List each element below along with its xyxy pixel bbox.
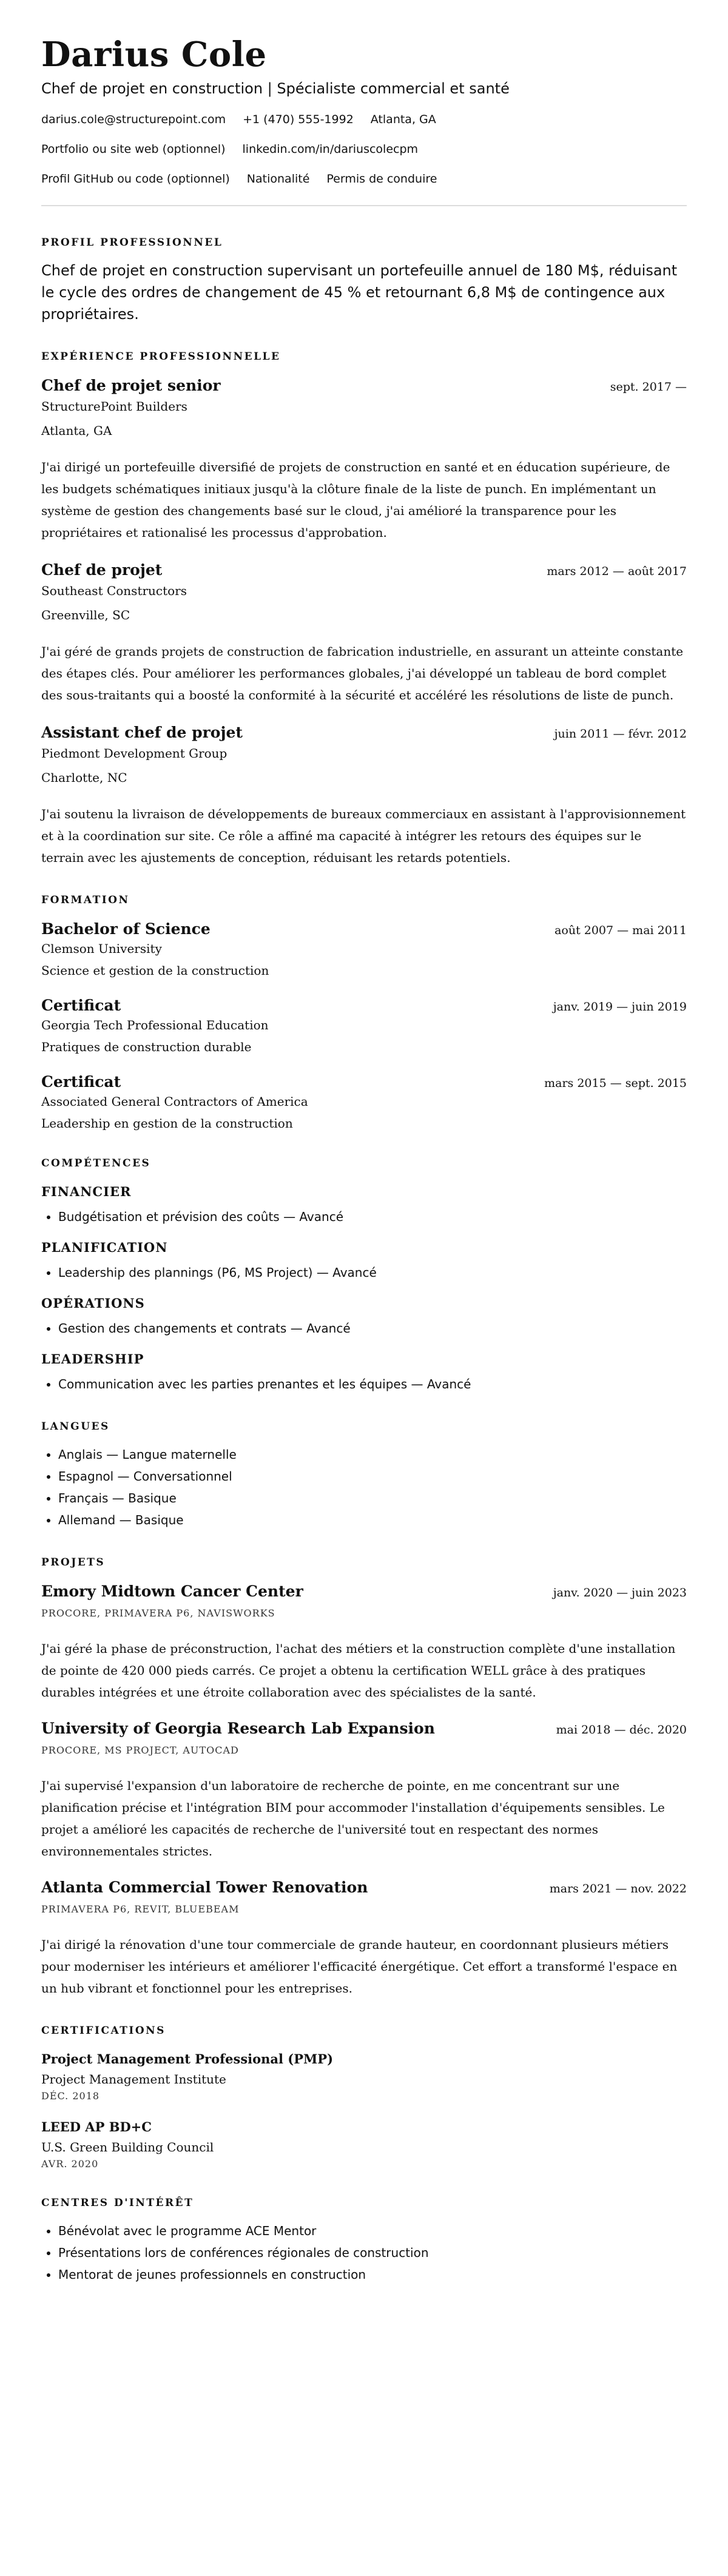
contact-github[interactable]: Profil GitHub ou code (optionnel): [41, 172, 230, 186]
contact-nationality: Nationalité: [246, 172, 310, 186]
skill-category: LEADERSHIP: [41, 1351, 144, 1367]
job-description: J'ai soutenu la livraison de développements de bureaux commerciaux en assistant à l'approvisionnement et à la coordination sur site. Ce rôle a affiné ma capacité à intégrer les retours des équipes sur le terrain avec les ajustements de conception, réduisant les retards potentiels.: [41, 807, 686, 865]
skill-group: [41, 1183, 687, 1228]
summary-section: [41, 235, 687, 325]
project-date: mai 2018 — déc. 2020: [556, 1723, 687, 1737]
resume-header: [41, 35, 687, 206]
job-location: Greenville, SC: [41, 608, 130, 622]
section-title: PROFIL PROFESSIONNEL: [41, 237, 223, 249]
skill-item: • Budgétisation et prévision des coûts — Avancé: [58, 1206, 687, 1228]
job-company: StructurePoint Builders: [41, 399, 187, 414]
education-entry: [41, 1072, 687, 1132]
project-name: Emory Midtown Cancer Center: [41, 1582, 303, 1600]
project-entry: [41, 1719, 687, 1862]
certification-issuer: U.S. Green Building Council: [41, 2140, 214, 2154]
candidate-name: Darius Cole: [41, 35, 267, 75]
skill-group: [41, 1239, 687, 1283]
certification-entry: [41, 2118, 687, 2171]
job-description: J'ai géré de grands projets de construction de fabrication industrielle, en assurant un atteinte constante des étapes clés. Pour améliorer les performances globales, j'ai développé un tableau de bord complet des sous-traitants qui a boosté la conformité à la sécurité et accéléré les résolutions de liste de punch.: [41, 644, 684, 702]
project-name: Atlanta Commercial Tower Renovation: [41, 1878, 368, 1896]
project-description: J'ai géré la phase de préconstruction, l'achat des métiers et la construction complète d'une installation de pointe de 420 000 pieds carrés. Ce projet a obtenu la certification WELL grâce à des pratiques durables intégrées et une étroite collaboration avec des spécialistes de la santé.: [41, 1641, 676, 1700]
certification-entry: [41, 2050, 687, 2104]
job-location: Atlanta, GA: [41, 423, 112, 438]
certification-issuer: Project Management Institute: [41, 2072, 226, 2087]
education-entry: [41, 996, 687, 1055]
section-title: COMPÉTENCES: [41, 1157, 151, 1169]
contact-row: [41, 112, 687, 127]
certification-date: DÉC. 2018: [41, 2090, 100, 2102]
certification-name: LEED AP BD+C: [41, 2119, 152, 2134]
job-role: Assistant chef de projet: [41, 724, 243, 741]
language-item: • Français — Basique: [58, 1487, 687, 1509]
skill-category: OPÉRATIONS: [41, 1296, 145, 1311]
project-date: mars 2021 — nov. 2022: [549, 1882, 687, 1895]
education-section: [41, 893, 687, 1132]
skill-group: [41, 1350, 687, 1395]
experience-section: [41, 349, 687, 869]
education-school: Clemson University: [41, 941, 162, 956]
project-date: janv. 2020 — juin 2023: [553, 1586, 687, 1599]
header-divider: [41, 205, 687, 206]
job-role: Chef de projet: [41, 561, 163, 579]
experience-entry: [41, 376, 687, 543]
education-date: août 2007 — mai 2011: [554, 924, 687, 937]
certification-date: AVR. 2020: [41, 2158, 99, 2170]
language-item: • Espagnol — Conversationnel: [58, 1465, 687, 1487]
contact-portfolio[interactable]: Portfolio ou site web (optionnel): [41, 143, 226, 156]
skills-section: [41, 1156, 687, 1395]
project-tools: PROCORE, MS PROJECT, AUTOCAD: [41, 1744, 239, 1756]
job-company: Southeast Constructors: [41, 583, 187, 598]
project-entry: [41, 1582, 687, 1703]
contact-linkedin[interactable]: linkedin.com/in/dariuscolecpm: [242, 143, 419, 156]
interest-item: • Bénévolat avec le programme ACE Mentor: [58, 2220, 687, 2242]
education-entry: [41, 920, 687, 979]
certification-name: Project Management Professional (PMP): [41, 2051, 334, 2067]
interest-item: • Présentations lors de conférences régionales de construction: [58, 2242, 687, 2264]
skill-category: PLANIFICATION: [41, 1240, 168, 1255]
education-field: Pratiques de construction durable: [41, 1040, 252, 1054]
section-title: CERTIFICATIONS: [41, 2025, 166, 2037]
contact-row: [41, 171, 687, 187]
project-tools: PRIMAVERA P6, REVIT, BLUEBEAM: [41, 1903, 240, 1915]
certifications-section: [41, 2023, 687, 2171]
contact-email[interactable]: darius.cole@structurepoint.com: [41, 113, 226, 126]
skill-item: • Gestion des changements et contrats — Avancé: [58, 1317, 687, 1339]
interest-item: • Mentorat de jeunes professionnels en construction: [58, 2264, 687, 2285]
section-title: PROJETS: [41, 1556, 106, 1569]
education-date: mars 2015 — sept. 2015: [544, 1077, 687, 1090]
education-school: Associated General Contractors of America: [41, 1094, 308, 1109]
project-description: J'ai supervisé l'expansion d'un laboratoire de recherche de pointe, en me concentrant sur une planification précise et l'intégration BIM pour accommoder l'installation d'équipements sensibles. Le projet a amélioré les capacités de recherche de l'université tout en respectant des normes environnementales strictes.: [41, 1778, 665, 1858]
project-name: University of Georgia Research Lab Expansion: [41, 1720, 435, 1737]
education-field: Leadership en gestion de la construction: [41, 1116, 293, 1131]
project-entry: [41, 1878, 687, 1999]
education-degree: Certificat: [41, 1073, 121, 1091]
job-description: J'ai dirigé un portefeuille diversifié de projets de construction en santé et en éducation supérieure, de les budgets schématiques initiaux jusqu'à la clôture finale de la liste de punch. En implémentant un système de gestion des changements basé sur le cloud, j'ai amélioré la transparence pour les propriétaires et rationalisé les processus d'approbation.: [41, 460, 670, 540]
section-title: FORMATION: [41, 894, 130, 906]
section-title: CENTRES D'INTÉRÊT: [41, 2197, 194, 2209]
skill-category: FINANCIER: [41, 1184, 132, 1199]
skill-group: [41, 1294, 687, 1339]
section-title: LANGUES: [41, 1421, 110, 1433]
language-item: • Anglais — Langue maternelle: [58, 1444, 687, 1465]
project-tools: PROCORE, PRIMAVERA P6, NAVISWORKS: [41, 1607, 275, 1619]
job-role: Chef de projet senior: [41, 377, 221, 394]
language-item: • Allemand — Basique: [58, 1509, 687, 1531]
contact-row: [41, 141, 687, 157]
job-company: Piedmont Development Group: [41, 746, 228, 761]
interests-section: [41, 2196, 687, 2285]
languages-section: [41, 1419, 687, 1531]
contact-location: Atlanta, GA: [370, 113, 436, 126]
education-degree: Certificat: [41, 997, 121, 1014]
section-title: EXPÉRIENCE PROFESSIONNELLE: [41, 351, 281, 363]
projects-section: [41, 1555, 687, 1999]
job-date: mars 2012 — août 2017: [547, 565, 687, 578]
experience-entry: [41, 723, 687, 869]
experience-entry: [41, 560, 687, 706]
job-location: Charlotte, NC: [41, 770, 127, 785]
contact-license: Permis de conduire: [326, 172, 437, 186]
candidate-tagline: Chef de projet en construction | Spécialiste commercial et santé: [41, 80, 510, 97]
contact-phone[interactable]: +1 (470) 555-1992: [243, 113, 354, 126]
education-field: Science et gestion de la construction: [41, 963, 269, 978]
skill-item: • Leadership des plannings (P6, MS Project) — Avancé: [58, 1262, 687, 1283]
education-date: janv. 2019 — juin 2019: [553, 1000, 687, 1014]
job-date: juin 2011 — févr. 2012: [554, 727, 687, 741]
education-school: Georgia Tech Professional Education: [41, 1018, 269, 1032]
project-description: J'ai dirigé la rénovation d'une tour commerciale de grande hauteur, en coordonnant plusieurs métiers pour moderniser les intérieurs et améliorer l'efficacité énergétique. Cet effort a transformé l'espace en un hub vibrant et fonctionnel pour les entreprises.: [41, 1937, 678, 1996]
summary-text: Chef de projet en construction supervisant un portefeuille annuel de 180 M$, réduisant le cycle des ordres de changement de 45 % et retournant 6,8 M$ de contingence aux propriétaires.: [41, 262, 678, 323]
education-degree: Bachelor of Science: [41, 920, 211, 938]
skill-item: • Communication avec les parties prenantes et les équipes — Avancé: [58, 1373, 687, 1395]
job-date: sept. 2017 —: [610, 380, 687, 394]
